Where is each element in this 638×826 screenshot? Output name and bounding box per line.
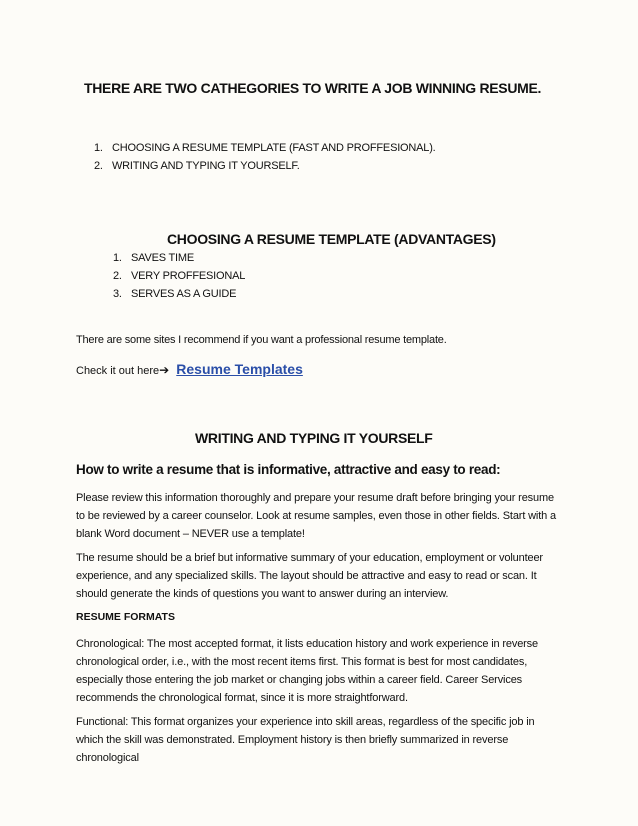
writing-heading: WRITING AND TYPING IT YOURSELF — [195, 430, 433, 446]
how-to-heading: How to write a resume that is informative, attractive and easy to read: — [76, 462, 501, 477]
arrow-right-icon: ➔ — [159, 363, 170, 377]
list-text: CHOOSING A RESUME TEMPLATE (FAST AND PROFFESIONAL). — [112, 142, 436, 154]
list-number: 1. — [94, 142, 103, 154]
list-text: VERY PROFFESIONAL — [131, 270, 246, 282]
category-item-2 — [94, 160, 300, 172]
list-text: SAVES TIME — [131, 252, 195, 264]
check-line — [76, 361, 303, 377]
category-item-1 — [94, 142, 436, 154]
advantage-item-3 — [113, 288, 236, 300]
resume-templates-link[interactable]: Resume Templates — [176, 361, 303, 377]
list-number: 1. — [113, 252, 122, 264]
list-text: SERVES AS A GUIDE — [131, 288, 237, 300]
paragraph-chronological: Chronological: The most accepted format, it lists education history and work experience in reverse chronological order, i.e., with the most recent items first. This format is best for most candidates, especially those entering the job market or changing jobs within a career field. Career Services recommends the chronological format, since it is more straightforward. — [76, 638, 538, 704]
list-number: 2. — [113, 270, 122, 282]
paragraph-functional: Functional: This format organizes your experience into skill areas, regardless of the specific job in which the skill was demonstrated. Employment history is then briefly summarized in reverse chronological — [76, 716, 535, 764]
paragraph-review: Please review this information thoroughly and prepare your resume draft before bringing your resume to be reviewed by a career counselor. Look at resume samples, even those in other fields. Start with a blank Word document – NEVER use a template! — [76, 492, 556, 540]
recommend-paragraph: There are some sites I recommend if you want a professional resume template. — [76, 334, 447, 346]
check-text: Check it out here — [76, 365, 160, 377]
list-number: 2. — [94, 160, 103, 172]
resume-formats-heading: RESUME FORMATS — [76, 611, 175, 623]
advantage-item-2 — [113, 270, 245, 282]
advantage-item-1 — [113, 252, 194, 264]
template-heading: CHOOSING A RESUME TEMPLATE (ADVANTAGES) — [167, 231, 496, 247]
list-text: WRITING AND TYPING IT YOURSELF. — [112, 160, 300, 172]
page-title: THERE ARE TWO CATHEGORIES TO WRITE A JOB WINNING RESUME. — [84, 80, 542, 96]
paragraph-summary: The resume should be a brief but informative summary of your education, employment or volunteer experience, and any specialized skills. The layout should be attractive and easy to read or scan. It should generate the kinds of questions you want to answer during an interview. — [76, 552, 543, 600]
list-number: 3. — [113, 288, 122, 300]
